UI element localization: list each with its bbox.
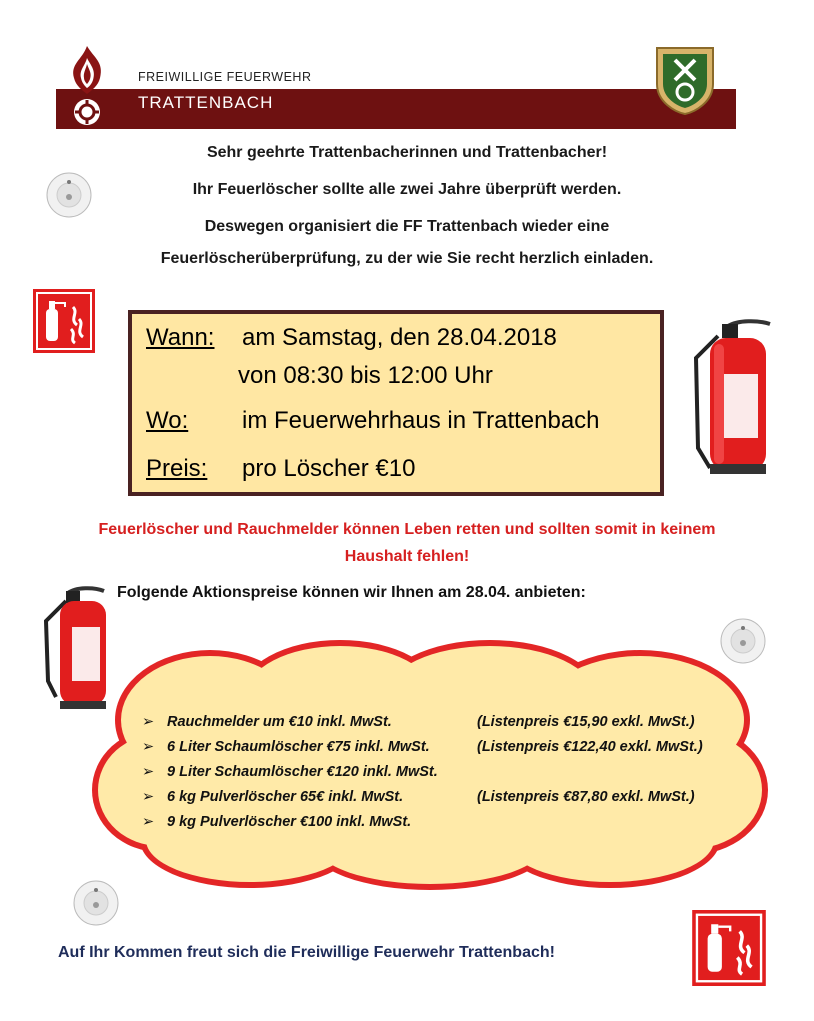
arrow-bullet-icon: ➢ bbox=[142, 789, 155, 805]
time-value: von 08:30 bis 12:00 Uhr bbox=[238, 362, 493, 389]
list-item bbox=[142, 739, 762, 764]
fire-extinguisher-sign-icon bbox=[692, 910, 766, 986]
offer-name: 9 kg Pulverlöscher €100 inkl. MwSt. bbox=[167, 814, 412, 830]
arrow-bullet-icon: ➢ bbox=[142, 739, 155, 755]
arrow-bullet-icon: ➢ bbox=[142, 814, 155, 830]
list-item bbox=[142, 814, 762, 839]
list-item bbox=[142, 714, 762, 739]
arrow-bullet-icon: ➢ bbox=[142, 714, 155, 730]
offer-name: Rauchmelder um €10 inkl. MwSt. bbox=[167, 714, 392, 730]
org-subtitle: FREIWILLIGE FEUERWEHR bbox=[138, 70, 312, 84]
offer-list-price: (Listenpreis €87,80 exkl. MwSt.) bbox=[477, 789, 695, 805]
where-value: im Feuerwehrhaus in Trattenbach bbox=[242, 407, 600, 434]
offer-list-price: (Listenpreis €15,90 exkl. MwSt.) bbox=[477, 714, 695, 730]
warning-line-1: Feuerlöscher und Rauchmelder können Leben retten und sollten somit in keinem bbox=[98, 521, 716, 538]
event-info-box bbox=[128, 310, 664, 496]
price-value: pro Löscher €10 bbox=[242, 455, 416, 482]
offer-list-price: (Listenpreis €122,40 exkl. MwSt.) bbox=[477, 739, 703, 755]
offers-list bbox=[142, 714, 762, 839]
offer-name: 6 kg Pulverlöscher 65€ inkl. MwSt. bbox=[167, 789, 404, 805]
intro-line-3: Feuerlöscherüberprüfung, zu der wie Sie recht herzlich einladen. bbox=[160, 250, 654, 267]
intro-line-2: Deswegen organisiert die FF Trattenbach wieder eine bbox=[204, 218, 610, 235]
smoke-detector-icon bbox=[46, 172, 92, 218]
offer-name: 6 Liter Schaumlöscher €75 inkl. MwSt. bbox=[167, 739, 430, 755]
footer-text: Auf Ihr Kommen freut sich die Freiwillige Feuerwehr Trattenbach! bbox=[58, 944, 555, 961]
warning-line-2: Haushalt fehlen! bbox=[344, 548, 470, 565]
list-item bbox=[142, 789, 762, 814]
when-value: am Samstag, den 28.04.2018 bbox=[242, 324, 557, 351]
org-name: TRATTENBACH bbox=[138, 93, 274, 112]
list-item bbox=[142, 764, 762, 789]
intro-line-1: Ihr Feuerlöscher sollte alle zwei Jahre überprüft werden. bbox=[192, 181, 622, 198]
fire-extinguisher-icon bbox=[688, 318, 778, 478]
flame-logo-icon bbox=[64, 44, 110, 130]
smoke-detector-icon bbox=[73, 880, 119, 926]
offer-name: 9 Liter Schaumlöscher €120 inkl. MwSt. bbox=[167, 764, 438, 780]
fire-extinguisher-sign-icon bbox=[33, 289, 95, 353]
price-label: Preis: bbox=[146, 455, 208, 482]
offers-heading: Folgende Aktionspreise können wir Ihnen am 28.04. anbieten: bbox=[117, 584, 586, 601]
when-label: Wann: bbox=[146, 324, 215, 351]
where-label: Wo: bbox=[146, 407, 189, 434]
coat-of-arms-icon bbox=[655, 46, 715, 116]
arrow-bullet-icon: ➢ bbox=[142, 764, 155, 780]
greeting: Sehr geehrte Trattenbacherinnen und Trattenbacher! bbox=[206, 144, 608, 161]
